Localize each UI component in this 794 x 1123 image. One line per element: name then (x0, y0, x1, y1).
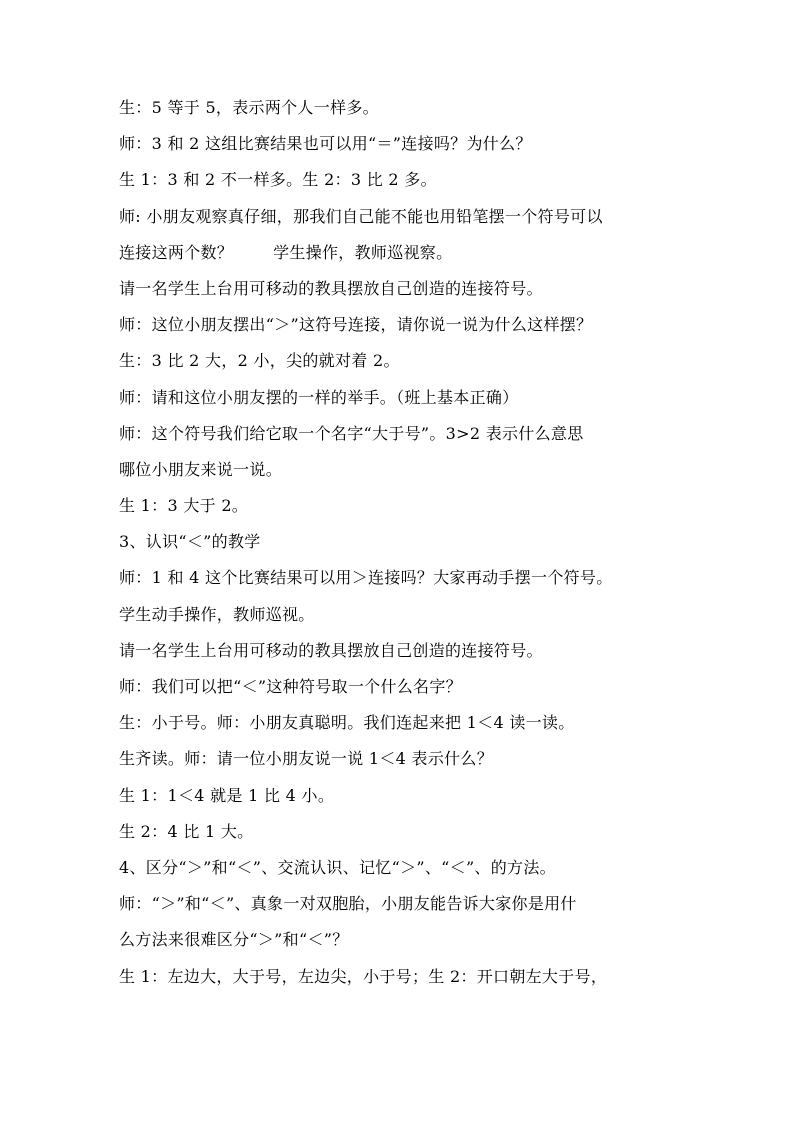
text-line: 师：请和这位小朋友摆的一样的举手。（班上基本正确） (119, 387, 519, 407)
text-line: 师: 小朋友观察真仔细，那我们自己能不能也用铅笔摆一个符号可以 (119, 206, 603, 226)
text-line: 请一名学生上台用可移动的教具摆放自己创造的连接符号。 (119, 640, 543, 660)
text-segment: 学生操作，教师巡视察。 (273, 242, 453, 262)
text-line: 生 1：3 大于 2。 (119, 496, 249, 516)
text-line: 生：3 比 2 大，2 小，尖的就对着 2。 (119, 351, 400, 371)
text-line: 么方法来很难区分“＞”和“＜”？ (119, 930, 349, 950)
section-heading: 3、认识“＜”的教学 (119, 532, 261, 552)
text-line: 生齐读。师：请一位小朋友说一说 1＜4 表示什么？ (119, 749, 494, 769)
text-line: 生 2：4 比 1 大。 (119, 821, 254, 841)
text-line: 学生动手操作，教师巡视。 (119, 604, 315, 624)
text-line: 生 1：左边大，大于号，左边尖，小于号；生 2：开口朝左大于号， (119, 966, 608, 986)
section-heading: 4、区分“＞”和“＜”、交流认识、记忆“＞”、“＜”、的方法。 (119, 857, 556, 877)
text-line: 师：这位小朋友摆出“＞”这符号连接，请你说一说为什么这样摆？ (119, 315, 593, 335)
text-line: 师：1 和 4 这个比赛结果可以用＞连接吗？大家再动手摆一个符号。 (119, 568, 613, 588)
text-line: 哪位小朋友来说一说。 (119, 459, 283, 479)
text-line-pair (119, 235, 689, 271)
text-line: 生：小于号。师：小朋友真聪明。我们连起来把 1＜4 读一读。 (119, 713, 575, 733)
text-line: 生 1：1＜4 就是 1 比 4 小。 (119, 785, 335, 805)
text-line: 师：“＞”和“＜”、真象一对双胞胎，小朋友能告诉大家你是用什 (119, 894, 577, 914)
text-segment: 连接这两个数？ (119, 242, 234, 262)
text-line: 师：这个符号我们给它取一个名字“大于号”。3>2 表示什么意思 (119, 423, 584, 443)
text-line: 请一名学生上台用可移动的教具摆放自己创造的连接符号。 (119, 278, 543, 298)
text-line: 生：5 等于 5，表示两个人一样多。 (119, 98, 379, 117)
text-line: 师：3 和 2 这组比赛结果也可以用“＝”连接吗？为什么？ (119, 134, 532, 154)
text-line: 师：我们可以把“＜”这种符号取一个什么名字？ (119, 677, 462, 696)
text-line: 生 1：3 和 2 不一样多。生 2：3 比 2 多。 (119, 170, 437, 190)
document-body (119, 90, 689, 995)
